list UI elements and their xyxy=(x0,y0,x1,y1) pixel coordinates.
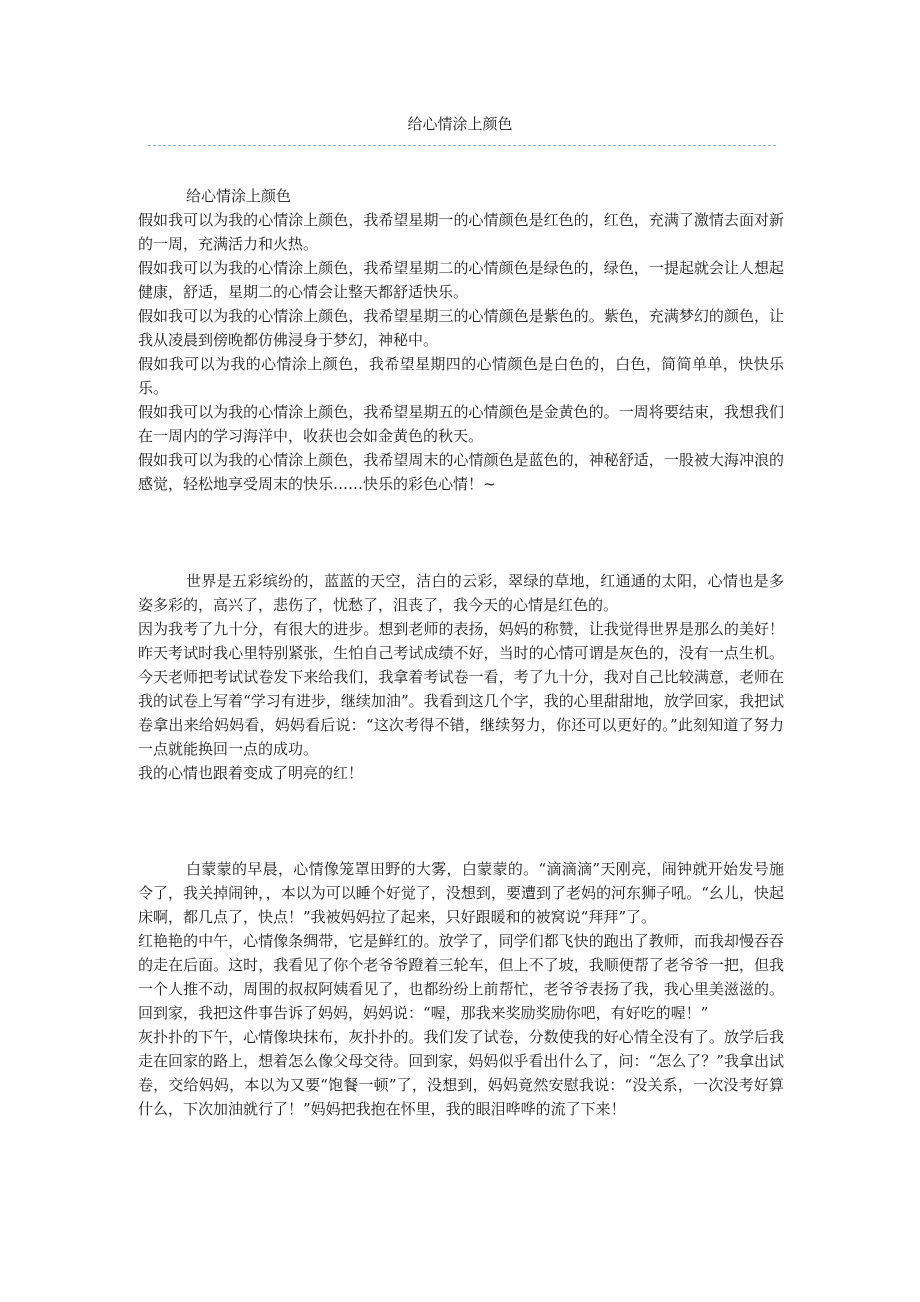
section-heading: 给心情涂上颜色 xyxy=(186,187,292,205)
section-1 xyxy=(138,184,784,496)
paragraph: 假如我可以为我的心情涂上颜色，我希望星期三的心情颜色是紫色的。紫色，充满梦幻的颜色，让我从凌晨到傍晚都仿佛浸身于梦幻，神秘中。 xyxy=(138,307,784,349)
paragraph: 灰扑扑的下午，心情像块抹布，灰扑扑的。我们发了试卷，分数使我的好心情全没有了。放学后我走在回家的路上，想着怎么像父母交待。回到家，妈妈似乎看出什么了，问：“怎么了？”我拿出试卷，交给妈妈，本以为又要“饱餐一顿”了，没想到，妈妈竟然安慰我说：“没关系，一次没考好算什么，下次加油就行了！”妈妈把我抱在怀里，我的眼泪哗哗的流了下来！ xyxy=(138,1028,784,1118)
paragraph: 假如我可以为我的心情涂上颜色，我希望星期一的心情颜色是红色的，红色，充满了激情去面对新的一周，充满活力和火热。 xyxy=(138,211,784,253)
paragraph: 世界是五彩缤纷的，蓝蓝的天空，洁白的云彩，翠绿的草地，红通通的太阳，心情也是多姿多彩的，高兴了，悲伤了，忧愁了，沮丧了，我今天的心情是红色的。 xyxy=(138,572,784,614)
paragraph: 因为我考了九十分，有很大的进步。想到老师的表扬，妈妈的称赞，让我觉得世界是那么的美好！昨天考试时我心里特别紧张，生怕自己考试成绩不好，当时的心情可谓是灰色的，没有一点生机。今天老师把考试试卷发下来给我们，我拿着考试卷一看，考了九十分，我对自己比较满意，老师在我的试卷上写着“学习有进步，继续加油”。我看到这几个字，我的心里甜甜地，放学回家，我把试卷拿出来给妈妈看，妈妈看后说：“这次考得不错，继续努力，你还可以更好的。”此刻知道了努力一点就能换回一点的成功。 xyxy=(138,620,784,758)
paragraph: 红艳艳的中午，心情像条绸带，它是鲜红的。放学了，同学们都飞快的跑出了教师，而我却慢吞吞的走在后面。这时，我看见了你个老爷爷蹬着三轮车，但上不了坡，我顺便帮了老爷爷一把，但我一个人推不动，周围的叔叔阿姨看见了，也都纷纷上前帮忙，老爷爷表扬了我，我心里美滋滋的。回到家，我把这件事告诉了妈妈，妈妈说：“喔，那我来奖励奖励你吧，有好吃的喔！” xyxy=(138,932,784,1022)
paragraph: 白蒙蒙的早晨，心情像笼罩田野的大雾，白蒙蒙的。“滴滴滴”天刚亮，闹钟就开始发号施令了，我关掉闹钟，，本以为可以睡个好觉了，没想到，要遭到了老妈的河东狮子吼。“幺儿，快起床啊，都几点了，快点！”我被妈妈拉了起来，只好跟暖和的被窝说“拜拜”了。 xyxy=(138,860,784,926)
paragraph: 假如我可以为我的心情涂上颜色，我希望星期二的心情颜色是绿色的，绿色，一提起就会让人想起健康，舒适，星期二的心情会让整天都舒适快乐。 xyxy=(138,259,784,301)
section-2 xyxy=(138,569,784,785)
paragraph: 假如我可以为我的心情涂上颜色，我希望星期五的心情颜色是金黄色的。一周将要结束，我想我们在一周内的学习海洋中，收获也会如金黄色的秋天。 xyxy=(138,403,784,445)
section-3 xyxy=(138,857,784,1121)
title-divider xyxy=(148,145,776,146)
paragraph: 我的心情也跟着变成了明亮的红！ xyxy=(138,764,364,782)
paragraph: 假如我可以为我的心情涂上颜色，我希望周末的心情颜色是蓝色的，神秘舒适，一股被大海冲浪的感觉，轻松地享受周末的快乐……快乐的彩色心情！~ xyxy=(138,451,784,493)
page-title: 给心情涂上颜色 xyxy=(407,115,513,133)
paragraph: 假如我可以为我的心情涂上颜色，我希望星期四的心情颜色是白色的，白色，简简单单，快快乐乐。 xyxy=(138,355,784,397)
